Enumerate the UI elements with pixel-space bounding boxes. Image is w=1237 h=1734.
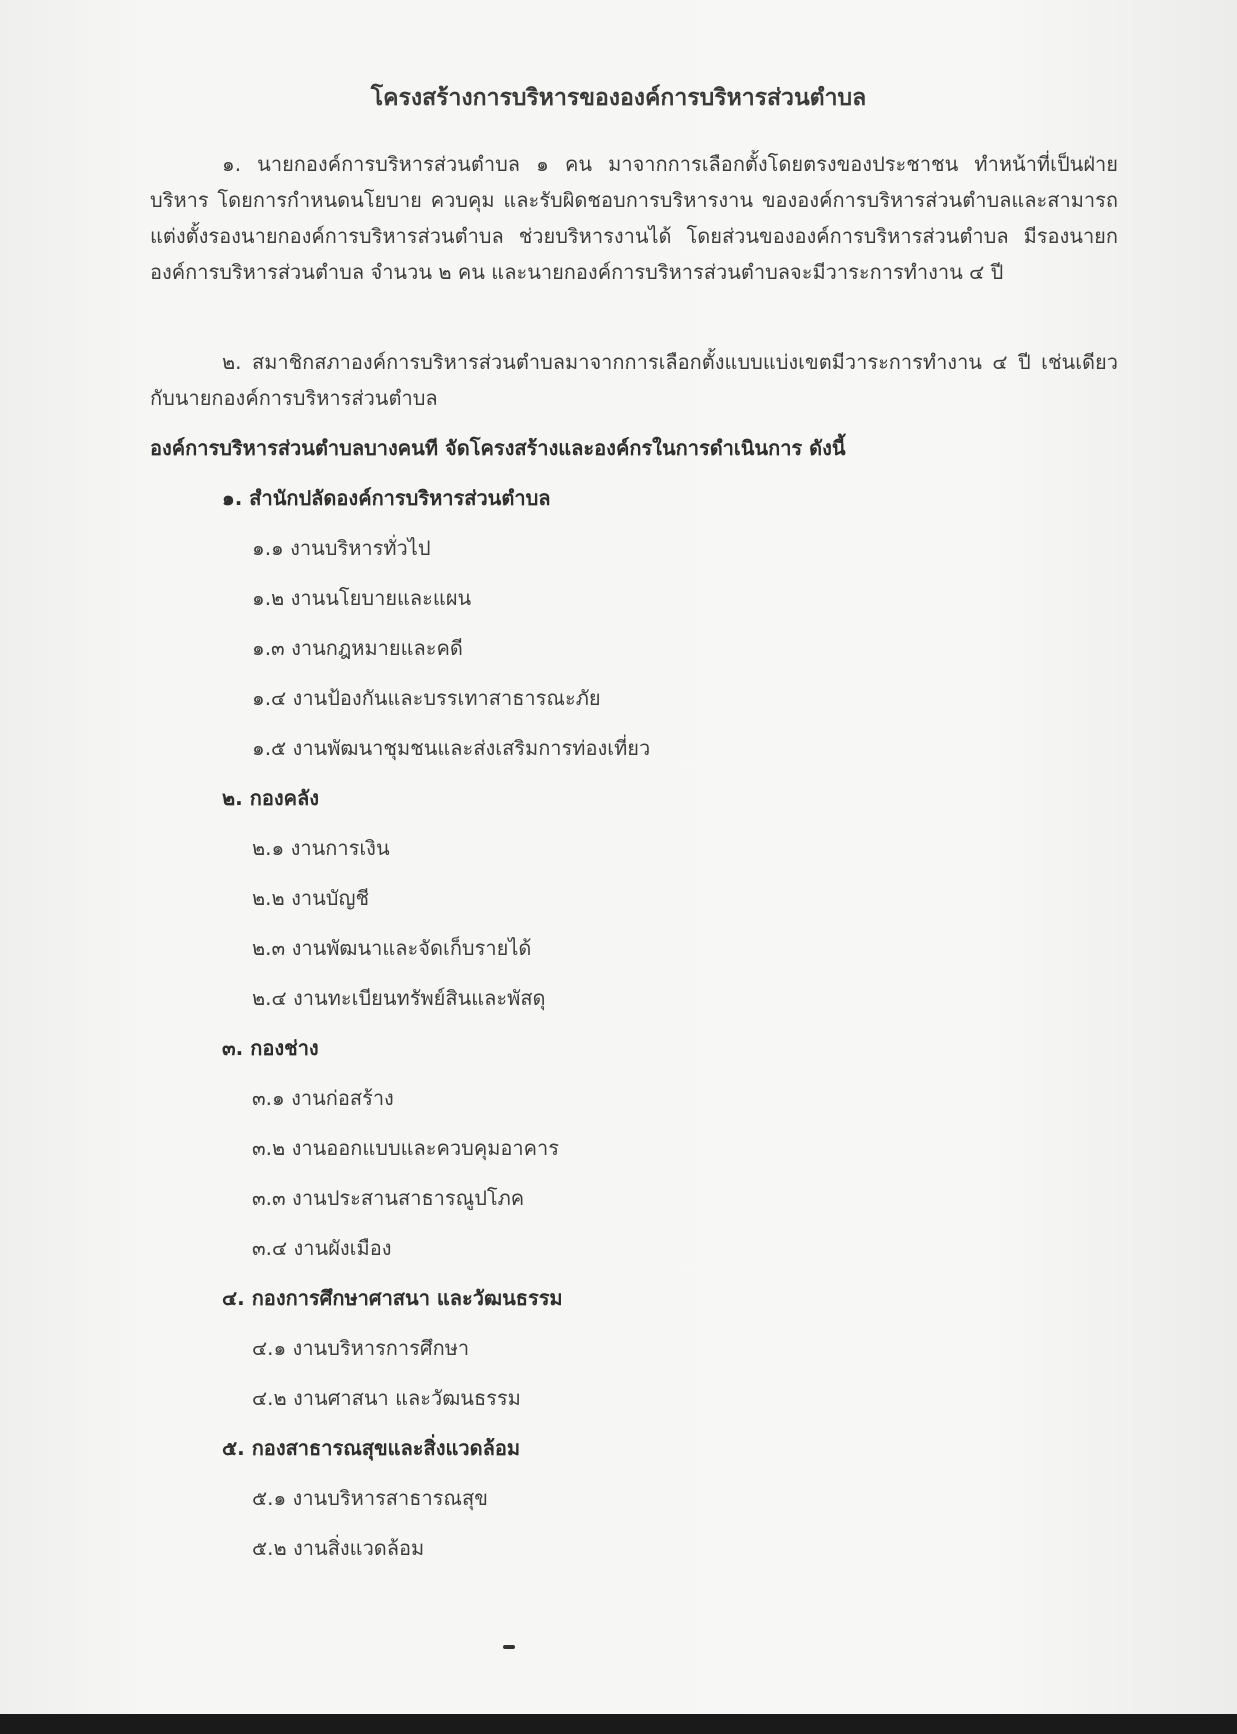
scan-edge [0, 1714, 1237, 1734]
section-item: ๒.๓ งานพัฒนาและจัดเก็บรายได้ [252, 936, 532, 960]
section-item: ๒.๒ งานบัญชี [252, 886, 370, 910]
section-item: ๑.๓ งานกฎหมายและคดี [252, 636, 463, 660]
page-mark [503, 1645, 515, 1649]
paragraph-2: ๒. สมาชิกสภาองค์การบริหารส่วนตำบลมาจากการเลือกตั้งแบบแบ่งเขตมีวาระการทำงาน ๔ ปี เช่นเดียวกับนายกองค์การบริหารส่วนตำบล [150, 350, 1118, 410]
section-item: ๑.๑ งานบริหารทั่วไป [252, 536, 431, 560]
section-item: ๑.๔ งานป้องกันและบรรเทาสาธารณะภัย [252, 686, 601, 710]
section-item: ๔.๑ งานบริหารการศึกษา [252, 1336, 470, 1360]
section-item: ๕.๑ งานบริหารสาธารณสุข [252, 1486, 488, 1510]
section-title: ๒. กองคลัง [222, 786, 320, 810]
section-item: ๔.๒ งานศาสนา และวัฒนธรรม [252, 1386, 521, 1410]
section-title: ๓. กองช่าง [222, 1036, 319, 1060]
section-item: ๒.๔ งานทะเบียนทรัพย์สินและพัสดุ [252, 986, 546, 1010]
section-item: ๑.๒ งานนโยบายและแผน [252, 586, 472, 610]
section-item: ๕.๒ งานสิ่งแวดล้อม [252, 1536, 425, 1560]
section-item: ๓.๓ งานประสานสาธารณูปโภค [252, 1186, 525, 1210]
structure-heading: องค์การบริหารส่วนตำบลบางคนที จัดโครงสร้างและองค์กรในการดำเนินการ ดังนี้ [150, 436, 846, 460]
paragraph-1: ๑. นายกองค์การบริหารส่วนตำบล ๑ คน มาจากการเลือกตั้งโดยตรงของประชาชน ทำหน้าที่เป็นฝ่ายบริหาร โดยการกำหนดนโยบาย ควบคุม และรับผิดชอบการบริหารงาน ขององค์การบริหารส่วนตำบลและสามารถแต่งตั้งรองนายกองค์การบริหารส่วนตำบล ช่วยบริหารงานได้ โดยส่วนขององค์การบริหารส่วนตำบล มีรองนายกองค์การบริหารส่วนตำบล จำนวน ๒ คน และนายกองค์การบริหารส่วนตำบลจะมีวาระการทำงาน ๔ ปี [150, 152, 1118, 284]
section-title: ๔. กองการศึกษาศาสนา และวัฒนธรรม [222, 1286, 563, 1310]
section-item: ๑.๕ งานพัฒนาชุมชนและส่งเสริมการท่องเที่ยว [252, 736, 651, 760]
section-item: ๓.๑ งานก่อสร้าง [252, 1086, 394, 1110]
section-item: ๒.๑ งานการเงิน [252, 836, 390, 860]
page-title: โครงสร้างการบริหารขององค์การบริหารส่วนตำบล [370, 85, 867, 111]
section-title: ๑. สำนักปลัดองค์การบริหารส่วนตำบล [222, 486, 551, 510]
section-item: ๓.๔ งานผังเมือง [252, 1236, 392, 1260]
section-title: ๕. กองสาธารณสุขและสิ่งแวดล้อม [222, 1436, 521, 1460]
section-item: ๓.๒ งานออกแบบและควบคุมอาคาร [252, 1136, 560, 1160]
